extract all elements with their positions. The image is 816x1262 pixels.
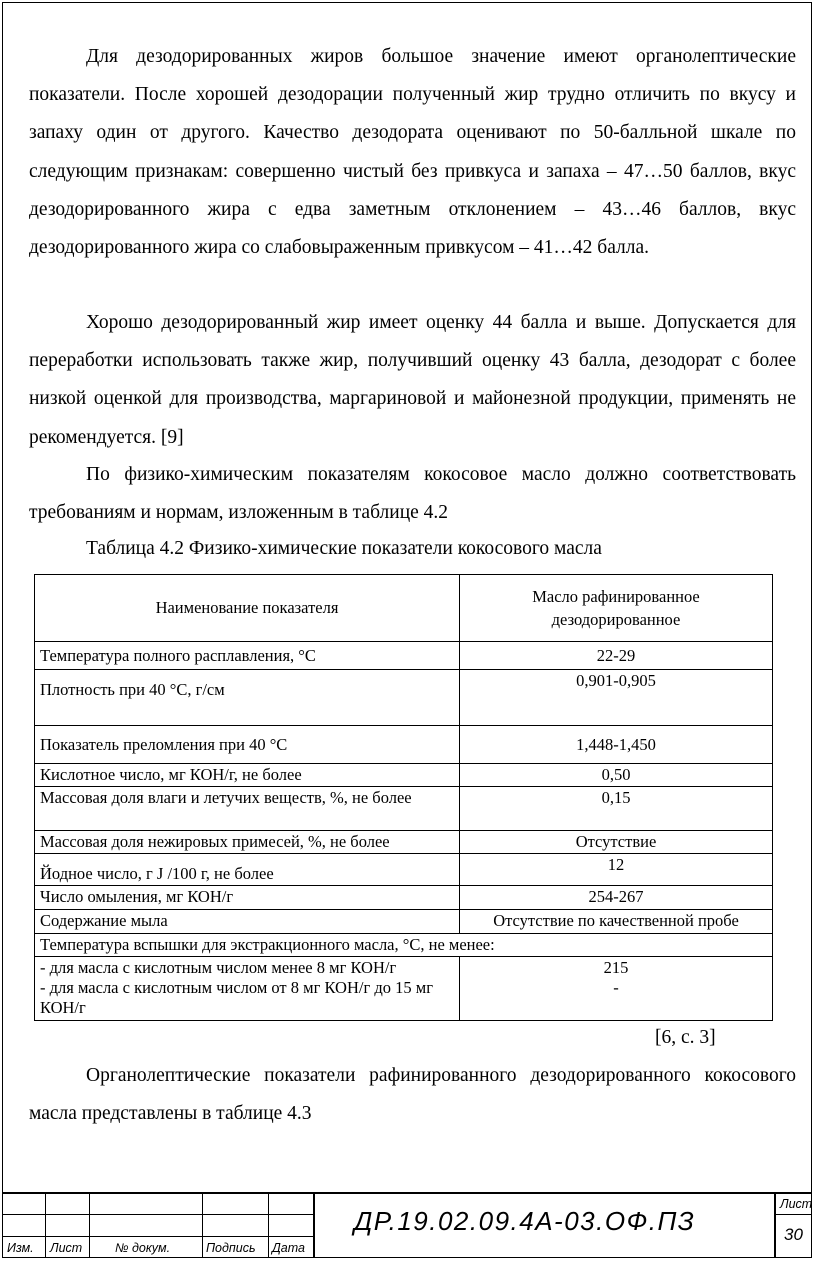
row-value: 22-29 <box>460 642 773 670</box>
stamp-line <box>89 1192 90 1258</box>
stamp-label-doc: № докум. <box>115 1241 171 1255</box>
flash-point-conditions <box>35 957 460 1021</box>
flash-point-values <box>460 957 773 1021</box>
row-value: 1,448-1,450 <box>460 726 773 764</box>
table-row <box>35 910 773 934</box>
table-row <box>35 764 773 787</box>
table-row <box>35 831 773 854</box>
row-name: Температура полного расплавления, °С <box>35 642 460 670</box>
stamp-label-sheet: Лист <box>50 1241 83 1255</box>
table-row <box>35 934 773 957</box>
row-name: Плотность при 40 °С, г/см <box>35 670 460 726</box>
stamp-line <box>2 1214 313 1215</box>
paragraph-4: Органолептические показатели рафинированного дезодорированного кокосового масла представлены в таблице 4.3 <box>29 1065 796 1125</box>
row-value: 0,50 <box>460 764 773 787</box>
header-indicator: Наименование показателя <box>35 575 460 642</box>
table-row <box>35 957 773 1021</box>
row-value: 0,15 <box>460 787 773 831</box>
stamp-line <box>774 1192 776 1258</box>
stamp-line <box>45 1192 46 1258</box>
stamp-line <box>2 1192 812 1194</box>
stamp-label-signature: Подпись <box>206 1241 256 1255</box>
row-name: Содержание мыла <box>35 910 460 934</box>
stamp-line <box>2 1236 313 1237</box>
stamp-line <box>202 1192 203 1258</box>
row-value: Отсутствие <box>460 831 773 854</box>
row-name: Число омыления, мг КОН/г <box>35 886 460 910</box>
table-row <box>35 787 773 831</box>
flash-point-condition-1: - для масла с кислотным числом менее 8 мг КОН/г <box>40 958 397 977</box>
title-block <box>2 1192 812 1258</box>
header-oil-line1: Масло рафинированное <box>532 587 700 606</box>
table-reference: [6, с. 3] <box>655 1027 716 1048</box>
table-row <box>35 886 773 910</box>
paragraph-2: Хорошо дезодорированный жир имеет оценку 44 балла и выше. Допускается для переработки использовать также жир, получивший оценку 43 балла, дезодорат с более низкой оценкой для производства, маргариновой и майонезной продукции, применять не рекомендуется. [9] <box>29 312 796 448</box>
row-value: 12 <box>460 854 773 886</box>
row-name: Показатель преломления при 40 °С <box>35 726 460 764</box>
row-value: 0,901-0,905 <box>460 670 773 726</box>
stamp-line <box>774 1214 812 1215</box>
stamp-line <box>268 1192 269 1258</box>
paragraph-3: По физико-химическим показателям кокосовое масло должно соответствовать требованиям и нормам, изложенным в таблице 4.2 <box>29 464 796 524</box>
stamp-label-date: Дата <box>272 1241 305 1255</box>
stamp-label-change: Изм. <box>7 1241 34 1255</box>
properties-table <box>34 574 773 1021</box>
table-row <box>35 726 773 764</box>
document-number: ДР.19.02.09.4А-03.ОФ.ПЗ <box>354 1206 696 1236</box>
flash-point-title: Температура вспышки для экстракционного масла, °С, не менее: <box>35 934 773 957</box>
table-row <box>35 642 773 670</box>
row-name: Йодное число, г J /100 г, не более <box>35 854 460 886</box>
paragraph-1: Для дезодорированных жиров большое значение имеют органолептические показатели. После хорошей дезодорации полученный жир трудно отличить по вкусу и запаху один от другого. Качество дезодората оценивают по 50-балльной шкале по следующим признакам: совершенно чистый без привкуса и запаха – 47…50 баллов, вкус дезодорированного жира с едва заметным отклонением – 43…46 баллов, вкус дезодорированного жира со слабовыраженным привкусом – 41…42 балла. <box>29 46 796 259</box>
row-name: Массовая доля влаги и летучих веществ, %, не более <box>35 787 460 831</box>
sheet-number: 30 <box>784 1225 803 1244</box>
table-row <box>35 854 773 886</box>
table-header-row <box>35 575 773 642</box>
table-row <box>35 670 773 726</box>
flash-point-condition-2: - для масла с кислотным числом от 8 мг КОН/г до 15 мг КОН/г <box>40 978 433 1017</box>
flash-point-value-2: - <box>613 978 619 997</box>
flash-point-value-1: 215 <box>603 958 629 977</box>
row-name: Кислотное число, мг КОН/г, не более <box>35 764 460 787</box>
row-value: Отсутствие по качественной пробе <box>460 910 773 934</box>
table-caption: Таблица 4.2 Физико-химические показатели кокосового масла <box>86 538 602 559</box>
sheet-label: Лист <box>780 1197 813 1211</box>
stamp-line <box>313 1192 315 1258</box>
header-oil <box>460 575 773 642</box>
header-oil-line2: дезодорированное <box>551 610 681 629</box>
row-value: 254-267 <box>460 886 773 910</box>
row-name: Массовая доля нежировых примесей, %, не более <box>35 831 460 854</box>
